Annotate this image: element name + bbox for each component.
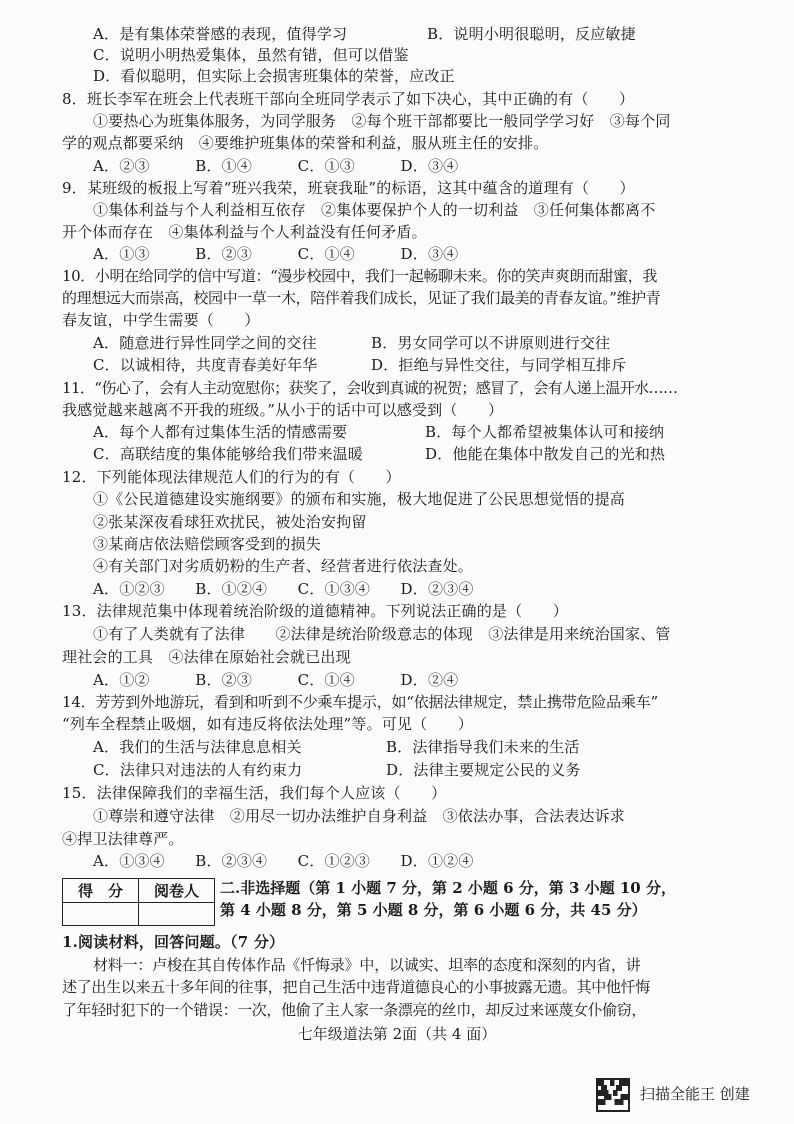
q7-option-a: A．是有集体荣誉感的表现，值得学习 <box>93 25 348 43</box>
q8-options: A．②③ B．①④ C．①③ D．③④ <box>93 157 459 175</box>
grader-cell <box>139 902 215 926</box>
q12-statement-1: ①《公民道德建设实施纲要》的颁布和实施，极大地促进了公民思想觉悟的提高 <box>93 490 626 508</box>
q15-stem: 15．法律保障我们的幸福生活，我们每个人应该（ ） <box>62 784 447 802</box>
q14-option-c: C．法律只对违法的人有约束力 <box>93 761 303 779</box>
q14-stem-line2: “列车全程禁止吸烟，如有违反将依法处理”等。可见（ ） <box>62 715 473 733</box>
q1-heading: 1.阅读材料，回答问题。（7 分） <box>62 933 285 951</box>
q15-statements-line2: ④捍卫法律尊严。 <box>62 830 184 848</box>
q15-statements-line1: ①尊崇和遵守法律 ②用尽一切办法维护自身利益 ③依法办事，合法表达诉求 <box>93 807 626 825</box>
q11-stem-line2: 我感觉越来越离不开我的班级。”从小于的话中可以感受到（ ） <box>62 401 504 419</box>
q9-statements-line1: ①集体利益与个人利益相互依存 ②集体要保护个人的一切利益 ③任何集体都离不 <box>93 201 656 219</box>
q12-statement-4: ④有关部门对劣质奶粉的生产者、经营者进行依法查处。 <box>93 557 474 575</box>
grader-label: 阅卷人 <box>139 879 215 903</box>
q11-option-a: A．每个人都有过集体生活的情感需要 <box>93 423 348 441</box>
score-label: 得 分 <box>63 879 139 903</box>
q1-material-line3: 了年轻时犯下的一个错误：一次，他偷了主人家一条漂亮的丝巾，却反过来诬蔑女仆偷窃， <box>62 1001 647 1019</box>
q7-option-c: C．说明小明热爱集体，虽然有错，但可以借鉴 <box>93 46 409 64</box>
section-title-line1: 二.非选择题（第 1 小题 7 分，第 2 小题 6 分，第 3 小题 10 分， <box>220 879 676 897</box>
score-cell <box>63 902 139 926</box>
q12-options: A．①②③ B．①②④ C．①③④ D．②③④ <box>93 580 474 598</box>
q1-material-line2: 述了出生以来五十多年间的往事，把自己生活中违背道德良心的小事披露无遗。其中他忏悔 <box>62 978 651 996</box>
q10-option-d: D．拒绝与异性交往，与同学相互排斥 <box>371 356 627 374</box>
q10-stem-line1: 10．小明在给同学的信中写道：“漫步校园中，我们一起畅聊未来。你的笑声爽朗而甜蜜，我 <box>62 267 657 285</box>
q13-statements-line1: ①有了人类就有了法律 ②法律是统治阶级意志的体现 ③法律是用来统治国家、管 <box>93 625 671 643</box>
q9-options: A．①③ B．②③ C．①④ D．③④ <box>93 245 459 263</box>
score-table <box>62 878 215 926</box>
q12-stem: 12．下列能体现法律规范人们的行为的有（ ） <box>62 468 401 486</box>
q7-option-d: D．看似聪明，但实际上会损害班集体的荣誉，应改正 <box>93 67 455 85</box>
q10-option-b: B．男女同学可以不讲原则进行交往 <box>371 334 611 352</box>
q12-statement-3: ③某商店依法赔偿顾客受到的损失 <box>93 535 322 553</box>
q11-option-d: D．他能在集体中散发自己的光和热 <box>425 445 666 463</box>
q8-statements-line1: ①要热心为班集体服务，为同学服务 ②每个班干部都要比一般同学学习好 ③每个同 <box>93 112 671 130</box>
q10-option-c: C．以诚相待，共度青春美好年华 <box>93 356 318 374</box>
q10-stem-line3: 春友谊，中学生需要（ ） <box>62 311 260 329</box>
q15-options: A．①③④ B．②③④ C．①②③ D．①②④ <box>93 852 474 870</box>
q7-option-b: B．说明小明很聪明，反应敏捷 <box>427 25 636 43</box>
q14-stem-line1: 14．芳芳到外地游玩，看到和听到不少乘车提示，如“依据法律规定，禁止携带危险品乘车” <box>62 693 659 711</box>
q14-option-d: D．法律主要规定公民的义务 <box>386 761 581 779</box>
q1-material-line1: 材料一：卢梭在其自传体作品《忏悔录》中，以诚实、坦率的态度和深刻的内省，讲 <box>93 956 641 974</box>
q14-option-b: B．法律指导我们未来的生活 <box>386 738 580 756</box>
q11-option-c: C．高联结度的集体能够给我们带来温暖 <box>93 445 364 463</box>
q13-options: A．①② B．②③ C．①④ D．②④ <box>93 671 459 689</box>
page-footer: 七年级道法第 2面（共 4 面） <box>297 1025 497 1043</box>
q12-statement-2: ②张某深夜看球狂欢扰民，被处治安拘留 <box>93 513 367 531</box>
q8-statements-line2: 学的观点都要采纳 ④要维护班集体的荣誉和利益，服从班主任的安排。 <box>62 134 549 152</box>
q14-option-a: A．我们的生活与法律息息相关 <box>93 738 302 756</box>
q9-statements-line2: 开个体而存在 ④集体利益与个人利益没有任何矛盾。 <box>62 223 427 241</box>
q13-statements-line2: 理社会的工具 ④法律在原始社会就已出现 <box>62 648 351 666</box>
q11-stem-line1: 11．“伤心了，会有人主动宽慰你；获奖了，会收到真诚的祝贺；感冒了，会有人递上温开水…… <box>62 379 678 397</box>
q10-option-a: A．随意进行异性同学之间的交往 <box>93 334 317 352</box>
q9-stem: 9．某班级的板报上写着“班兴我荣，班衰我耻”的标语，这其中蕴含的道理有（ ） <box>62 179 635 197</box>
q13-stem: 13．法律规范集中体现着统治阶级的道德精神。下列说法正确的是（ ） <box>62 602 568 620</box>
scanner-watermark: 扫描全能王 创建 <box>640 1085 750 1103</box>
qr-code-icon <box>596 1078 630 1112</box>
section-title-line2: 第 4 小题 8 分，第 5 小题 8 分，第 6 小题 6 分，共 45 分） <box>220 901 647 919</box>
q10-stem-line2: 的理想远大而崇高，校园中一草一木，陪伴着我们成长，见证了我们最美的青春友谊。”维护青 <box>62 289 661 307</box>
q8-stem: 8．班长李军在班会上代表班干部向全班同学表示了如下决心，其中正确的有（ ） <box>62 90 635 108</box>
q11-option-b: B．每个人都希望被集体认可和接纳 <box>425 423 665 441</box>
